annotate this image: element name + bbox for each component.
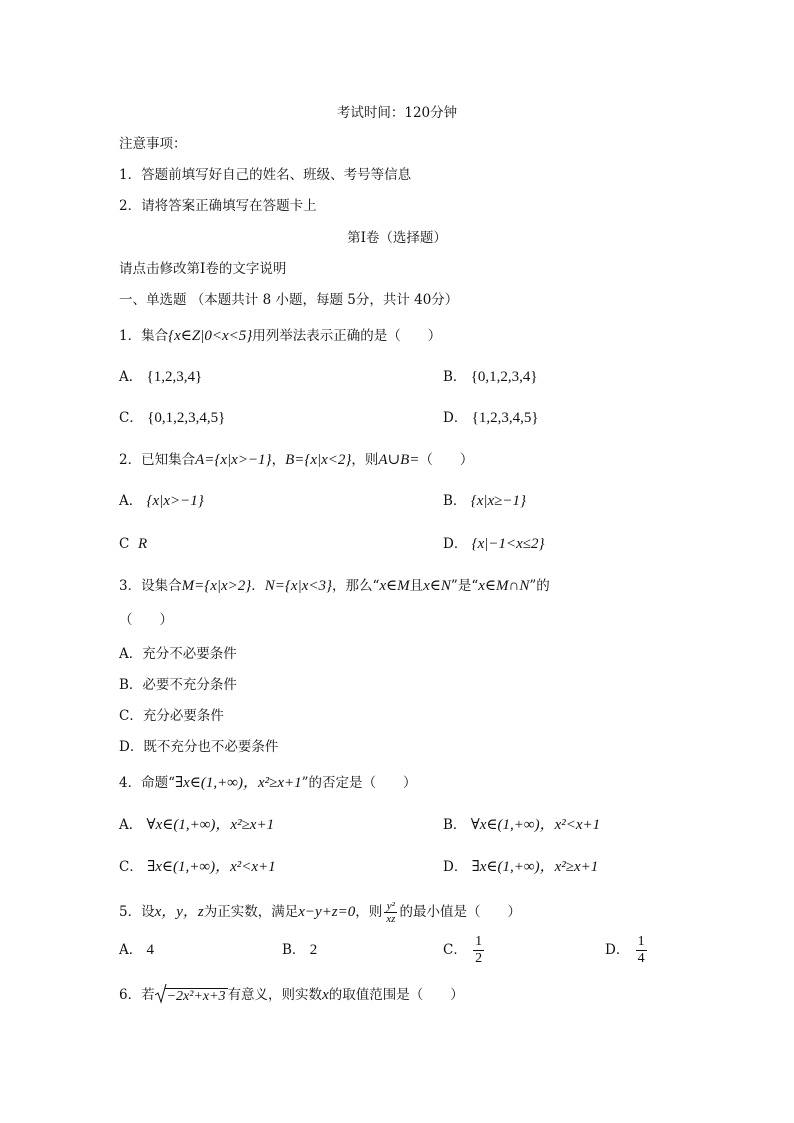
q3-and: 且	[409, 578, 424, 594]
q5-text-1: 为正实数，满足	[203, 904, 299, 920]
q2-text-2: （ ）	[419, 452, 474, 468]
q3-set-m: M={x|x>2}	[181, 578, 252, 594]
q2-c-label: C	[119, 536, 130, 552]
q5-option-b[interactable]	[282, 940, 317, 960]
q4-b-label: B．	[443, 817, 467, 833]
q5-number: 5．设	[119, 904, 155, 920]
q1-c-value: {0,1,2,3,4,5}	[147, 410, 226, 426]
q1-text: 用列举法表示正确的是（ ）	[252, 328, 442, 344]
part-title: 一、单选题 （本题共计 8 小题，每题 5分，共计 40分）	[119, 292, 459, 308]
notice-item-2: 2．请将答案正确填写在答题卡上	[119, 198, 317, 214]
q4-option-b[interactable]	[443, 815, 600, 835]
q2-separator: ，	[271, 452, 286, 468]
q3-set-n: N={x|x<3}	[264, 578, 332, 594]
q2-a-label: A．	[119, 493, 143, 509]
q6-text-2: 的取值范围是（ ）	[328, 987, 464, 1003]
q3-cond-3: x∈M∩N	[478, 578, 530, 594]
q2-option-d[interactable]	[443, 534, 545, 554]
q6-number: 6．若	[119, 987, 155, 1003]
q5-c-label: C．	[443, 942, 467, 958]
q6-text-1: 有意义，则实数	[227, 987, 323, 1003]
q3-cond-1: x∈M	[379, 578, 410, 594]
q5-frac-num: y²	[384, 900, 397, 913]
q4-d-label: D．	[443, 859, 468, 875]
q1-c-label: C．	[119, 410, 143, 426]
q5-a-label: A．	[119, 942, 143, 958]
q4-option-a[interactable]	[119, 815, 274, 835]
question-4-stem	[119, 773, 417, 793]
q5-text-3: 的最小值是（ ）	[399, 904, 521, 920]
q4-b-value: ∀x∈(1,+∞)，x²<x+1	[470, 817, 601, 833]
q5-fraction	[384, 900, 397, 925]
q5-d-num: 1	[637, 934, 645, 949]
q4-proposition: ∃x∈(1,+∞)，x²≥x+1	[175, 775, 302, 791]
q6-sqrt	[155, 984, 228, 1008]
q3-text-2: ”是“	[450, 578, 479, 594]
sqrt-sign-icon	[155, 982, 167, 1004]
q5-c-fraction	[473, 934, 484, 967]
question-3-stem	[119, 576, 550, 596]
q1-d-value: {1,2,3,4,5}	[471, 410, 539, 426]
q2-a-value: {x|x>−1}	[146, 493, 204, 509]
q5-d-fraction	[636, 934, 647, 967]
q1-a-label: A．	[119, 369, 143, 385]
q5-variables: x，y，z	[154, 904, 204, 920]
q4-option-d[interactable]	[443, 857, 598, 877]
section-title: 第I卷（选择题）	[347, 230, 447, 246]
q3-text-3: ”的	[529, 578, 550, 594]
q2-expression: A∪B=	[378, 452, 420, 468]
q2-option-c[interactable]	[119, 534, 147, 554]
q4-a-value: ∀x∈(1,+∞)，x²≥x+1	[146, 817, 275, 833]
q5-condition: x−y+z=0	[298, 904, 356, 920]
q2-b-value: {x|x≥−1}	[470, 493, 527, 509]
q3-option-a[interactable]: A．充分不必要条件	[119, 646, 237, 662]
q5-c-den: 2	[475, 951, 483, 966]
q1-b-label: B．	[443, 369, 467, 385]
q3-option-c[interactable]: C．充分必要条件	[119, 708, 224, 724]
q5-b-label: B．	[282, 942, 306, 958]
q2-number: 2．已知集合	[119, 452, 196, 468]
q5-option-d[interactable]	[605, 932, 649, 968]
q1-option-d[interactable]	[443, 408, 539, 428]
q3-dot: ．	[251, 578, 265, 594]
q1-option-b[interactable]	[443, 367, 538, 387]
q4-d-value: ∃x∈(1,+∞)，x²≥x+1	[471, 859, 599, 875]
q1-number: 1．集合	[119, 328, 169, 344]
q2-text-1: ，则	[351, 452, 379, 468]
q1-a-value: {1,2,3,4}	[146, 369, 203, 385]
q4-option-c[interactable]	[119, 857, 276, 877]
q4-text: ”的否定是（ ）	[301, 775, 417, 791]
section-note[interactable]: 请点击修改第I卷的文字说明	[119, 261, 287, 277]
q2-option-b[interactable]	[443, 491, 526, 511]
q1-option-a[interactable]	[119, 367, 202, 387]
q2-set-b: B={x|x<2}	[285, 452, 352, 468]
q5-option-a[interactable]	[119, 940, 154, 960]
q4-number: 4．命题“	[119, 775, 175, 791]
q3-cond-2: x∈N	[423, 578, 451, 594]
q5-d-den: 4	[637, 951, 645, 966]
notice-title: 注意事项：	[119, 136, 187, 152]
question-5-stem	[119, 898, 521, 926]
q5-a-value: 4	[146, 942, 155, 958]
q1-d-label: D．	[443, 410, 468, 426]
q3-option-d[interactable]: D．既不充分也不必要条件	[119, 739, 279, 755]
q5-option-c[interactable]	[443, 932, 486, 968]
q6-variable: x	[322, 987, 329, 1003]
q3-option-b[interactable]: B．必要不充分条件	[119, 677, 237, 693]
q3-answer-paren: （ ）	[119, 612, 173, 628]
q5-c-num: 1	[475, 934, 483, 949]
q3-number: 3．设集合	[119, 578, 182, 594]
q3-text-1: ，那么“	[331, 578, 380, 594]
q2-d-label: D．	[443, 536, 468, 552]
q2-option-a[interactable]	[119, 491, 204, 511]
q1-b-value: {0,1,2,3,4}	[470, 369, 538, 385]
q1-option-c[interactable]	[119, 408, 225, 428]
q5-text-2: ，则	[355, 904, 383, 920]
q5-frac-den: xz	[386, 913, 396, 925]
q6-radicand: −2x²+x+3	[166, 988, 226, 1004]
q2-c-value: R	[137, 536, 148, 552]
q2-d-value: {x|−1<x≤2}	[471, 536, 545, 552]
q4-a-label: A．	[119, 817, 143, 833]
question-2-stem	[119, 450, 473, 470]
question-1-stem	[119, 326, 441, 346]
q1-set: {x∈Z|0<x<5}	[168, 328, 253, 344]
q2-set-a: A={x|x>−1}	[195, 452, 272, 468]
q2-b-label: B．	[443, 493, 467, 509]
q5-b-value: 2	[309, 942, 318, 958]
q5-d-label: D．	[605, 942, 630, 958]
q4-c-label: C．	[119, 859, 143, 875]
q4-c-value: ∃x∈(1,+∞)，x²<x+1	[147, 859, 276, 875]
exam-time: 考试时间：120分钟	[336, 105, 458, 121]
question-6-stem	[119, 983, 464, 1008]
notice-item-1: 1．答题前填写好自己的姓名、班级、考号等信息	[119, 167, 412, 183]
